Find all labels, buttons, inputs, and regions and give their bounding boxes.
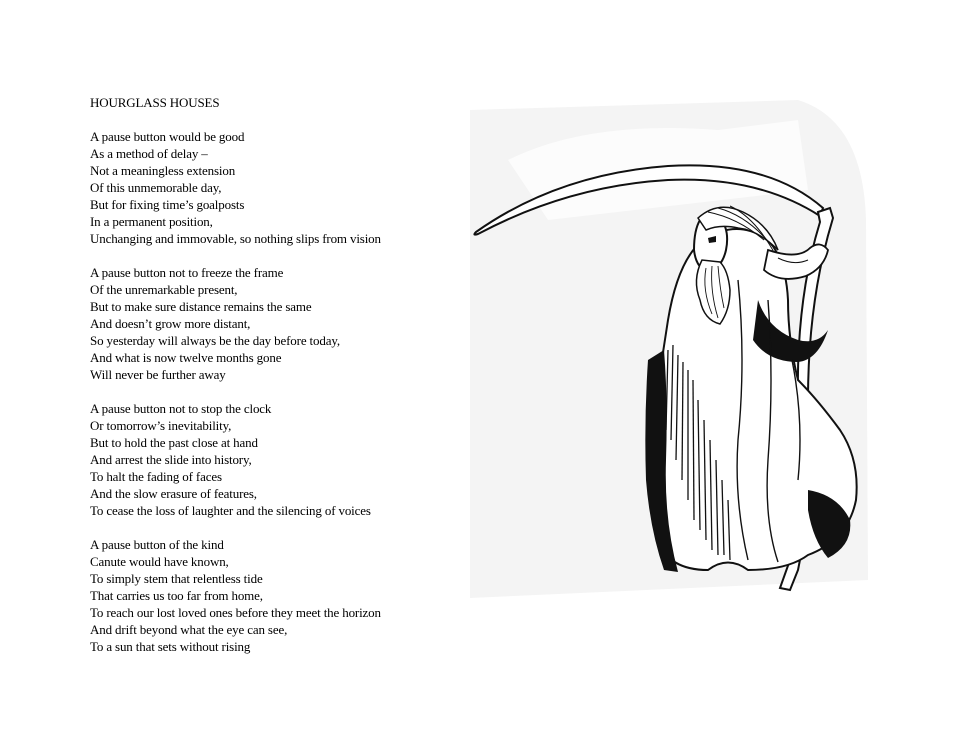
poem-line: As a method of delay – (90, 146, 208, 161)
poem-line: But to make sure distance remains the same (90, 299, 312, 314)
poem-line: Of the unremarkable present, (90, 282, 238, 297)
poem-line: And the slow erasure of features, (90, 486, 257, 501)
poem-line: But for fixing time’s goalposts (90, 197, 245, 212)
poem-line: Will never be further away (90, 367, 226, 382)
poem-line: To simply stem that relentless tide (90, 571, 263, 586)
poem-line: Unchanging and immovable, so nothing slips from vision (90, 231, 381, 246)
poem-line: And doesn’t grow more distant, (90, 316, 251, 331)
poem-line: To a sun that sets without rising (90, 639, 251, 654)
poem-line: And what is now twelve months gone (90, 350, 282, 365)
poem-line: A pause button would be good (90, 129, 245, 144)
grim-reaper-father-time-icon (468, 100, 868, 600)
poem-line: But to hold the past close at hand (90, 435, 258, 450)
poem-line: To cease the loss of laughter and the silencing of voices (90, 503, 371, 518)
poem-line: Or tomorrow’s inevitability, (90, 418, 232, 433)
poem-line: A pause button of the kind (90, 537, 224, 552)
grim-reaper-illustration (468, 100, 868, 600)
poem-line: Canute would have known, (90, 554, 229, 569)
poem-line: To halt the fading of faces (90, 469, 222, 484)
stanza-4 (90, 536, 450, 655)
poem-line: That carries us too far from home, (90, 588, 263, 603)
poem-line: Not a meaningless extension (90, 163, 236, 178)
poem-line: A pause button not to freeze the frame (90, 265, 284, 280)
poem-title: HOURGLASS HOUSES (90, 95, 220, 110)
stanza-1 (90, 128, 450, 247)
stanza-3 (90, 400, 450, 519)
poem-line: In a permanent position, (90, 214, 213, 229)
poem-line: To reach our lost loved ones before they meet the horizon (90, 605, 381, 620)
poem (90, 94, 450, 655)
poem-line: So yesterday will always be the day before today, (90, 333, 340, 348)
poem-line: Of this unmemorable day, (90, 180, 222, 195)
poem-line: A pause button not to stop the clock (90, 401, 272, 416)
poem-line: And drift beyond what the eye can see, (90, 622, 288, 637)
stanza-2 (90, 264, 450, 383)
poem-line: And arrest the slide into history, (90, 452, 252, 467)
